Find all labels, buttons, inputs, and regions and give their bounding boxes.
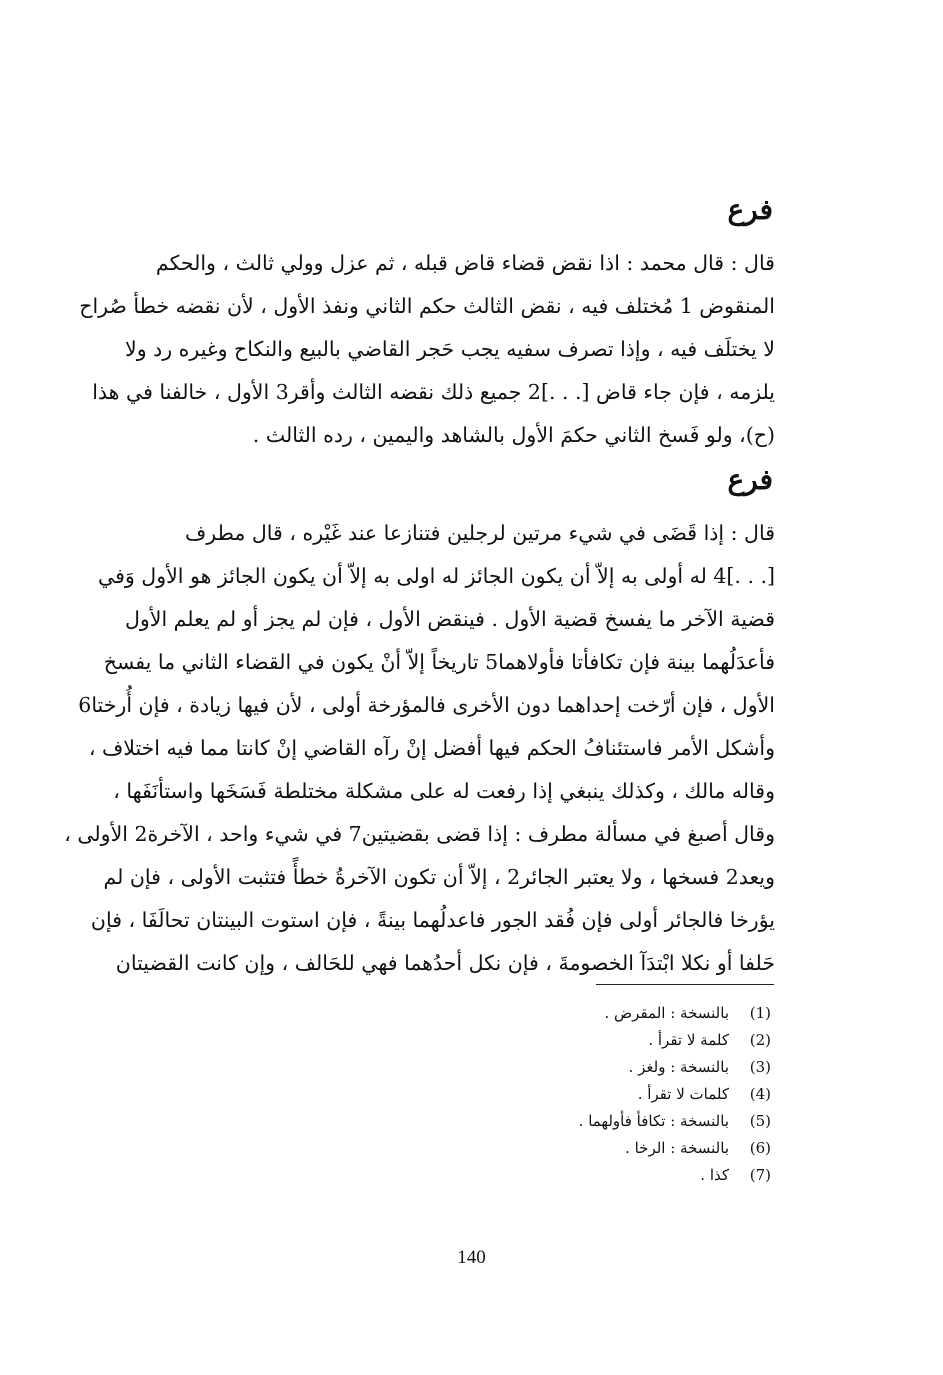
footnote-item: [351, 1108, 771, 1135]
footnote-item: [351, 1135, 771, 1162]
footnote-number: (2): [749, 1031, 771, 1049]
footnote-text: كلمات لا تقرأ .: [637, 1085, 729, 1103]
text-line: ويعد2 فسخها ، ولا يعتبر الجائر2 ، إلاّ أن تكون الآخرةُ خطأً فتثبت الأولى ، فإن لم: [103, 865, 775, 889]
text-line: لا يختلَف فيه ، وإذا تصرف سفيه يجب حَجر القاضي بالبيع والنكاح وغيره رد ولا: [125, 337, 775, 361]
footnote-text: بالنسخة : الرخا .: [625, 1139, 729, 1157]
text-line: [. . .]4 له أولى به إلاّ أن يكون الجائز له اولى به إلاّ أن يكون الجائز هو الأول وَفي: [98, 564, 775, 588]
text-line: (ح)، ولو فَسخ الثاني حكمَ الأول بالشاهد واليمين ، رده الثالث .: [252, 423, 775, 447]
footnote-number: (7): [749, 1166, 771, 1184]
footnote-number: (6): [749, 1139, 771, 1157]
text-line: المنقوض 1 مُختلف فيه ، نقض الثالث حكم الثاني ونفذ الأول ، لأن نقضه خطأ صُراح: [79, 294, 775, 318]
text-line: وقال أصبغ في مسألة مطرف : إذا قضى بقضيتين7 في شيء واحد ، الآخرة2 الأولى ،: [64, 822, 775, 846]
footnote-text: كلمة لا تقرأ .: [648, 1031, 729, 1049]
page-number: 140: [457, 1247, 486, 1268]
footnote-number: (1): [749, 1004, 771, 1022]
footnote-text: كذا .: [700, 1166, 729, 1184]
footnote-number: (5): [749, 1112, 771, 1130]
text-line: يؤرخا فالجائر أولى فإن فُقد الجور فاعدلُهما بينةً ، فإن استوت البينتان تحالَفَا ، فإن: [90, 908, 775, 932]
paragraph-1: [79, 242, 775, 457]
footnote-item: [351, 1027, 771, 1054]
section-heading-1: فرع: [727, 193, 773, 226]
footnote-number: (4): [749, 1085, 771, 1103]
section-heading-2: فرع: [727, 463, 773, 496]
footnote-separator: [596, 984, 774, 985]
footnote-number: (3): [749, 1058, 771, 1076]
text-line: فأعدَلُهما بينة فإن تكافأتا فأولاهما5 تاريخاً إلاّ أنْ يكون في القضاء الثاني ما يفسخ: [103, 650, 775, 674]
text-line: يلزمه ، فإن جاء قاض [. . .]2 جميع ذلك نقضه الثالث وأقر3 الأول ، خالفنا في هذا: [92, 380, 775, 404]
paragraph-2: [64, 512, 775, 985]
footnote-item: [351, 1054, 771, 1081]
text-line: قال : إذا قَضَى في شيء مرتين لرجلين فتنازعا عند غَيْره ، قال مطرف: [185, 521, 775, 545]
footnote-text: بالنسخة : ولغز .: [628, 1058, 729, 1076]
text-line: وقاله مالك ، وكذلك ينبغي إذا رفعت له على مشكلة مختلطة فَسَخَها واستأنَفَها ،: [113, 779, 775, 803]
text-line: الأول ، فإن أرّخت إحداهما دون الأخرى فالمؤرخة أولى ، لأن فيها زيادة ، فإن أُرختا6: [78, 693, 775, 717]
text-line: قال : قال محمد : اذا نقض قضاء قاض قبله ، ثم عزل وولي ثالث ، والحكم: [155, 251, 775, 275]
footnote-text: بالنسخة : تكافأ فأولهما .: [578, 1112, 729, 1130]
footnote-item: [351, 1162, 771, 1189]
text-line: حَلفا أو نكلا ابْتدَآ الخصومةَ ، فإن نكل أحدُهما فهي للحَالف ، وإن كانت القضيتان: [115, 951, 775, 975]
text-line: وأشكل الأمر فاستئنافُ الحكم فيها أفضل إنْ رآه القاضي إنْ كانتا مما فيه اختلاف ،: [88, 736, 775, 760]
text-line: قضية الآخر ما يفسخ قضية الأول . فينقض الأول ، فإن لم يجز أو لم يعلم الأول: [124, 607, 775, 631]
footnote-item: [351, 1081, 771, 1108]
footnote-text: بالنسخة : المقرض .: [604, 1004, 729, 1022]
footnotes: [351, 1000, 771, 1189]
footnote-item: [351, 1000, 771, 1027]
